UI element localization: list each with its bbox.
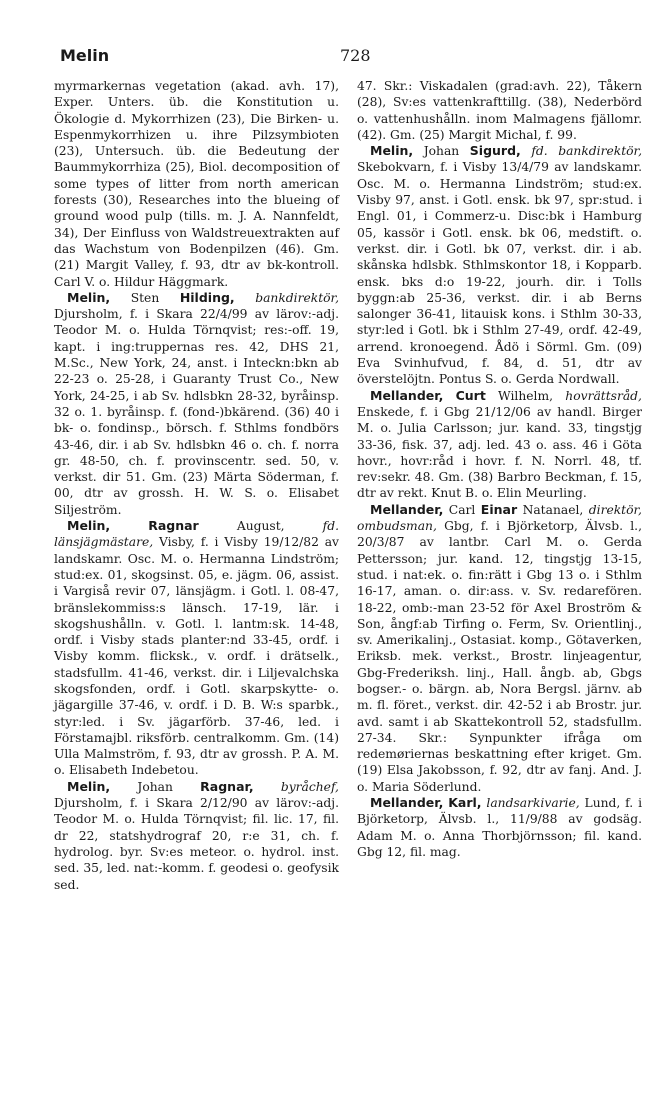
page-number: 728 (340, 46, 371, 65)
entry-melin-ragnar-august: Melin, Ragnar August, fd. länsjägmästare, Visby, f. i Visby 19/12/82 av landskamr. Osc. M. o. Hermanna Lindström; stud:ex. 01, skogsinst. 05, e. jägm. 06, assist. i Vargiså revir 07, länsjägm. i Gotl. l. 08-47, bränslekommiss:s länsch. 17-19, lär. i skogshushålln. v. Gotl. l. lantm:sk. 14-48, ordf. i Visby stads planter:nd 33-45, ordf. i Visby komm. flicksk., v. ordf. i drätselk., stadsfullm. 41-46, verkst. dir. i Liljevalchska skogsfonden, ordf. i Gotl. skarpskytte- o. jägargille 37-46, v. ordf. i D. B. W:s sparbk., styr:led. i Sv. jägarförb. 37-46, led. i Förstamajbl. riksförb. centralkomm. Gm. (14) Ulla Malmström, f. 93, dtr av grossh. P. A. M. o. Elisabeth Indebetou. (54, 518, 339, 778)
entry-title: direktör, ombudsman, (357, 502, 642, 534)
entry-surname: Mellander, (370, 795, 444, 811)
entry-melin-johan-sigurd: Melin, Johan Sigurd, fd. bankdirektör, Skebokvarn, f. i Visby 13/4/79 av landskamr. Osc. M. o. Hermanna Lindström; stud:ex. Visby 97, anst. i Gotl. ensk. bk 97, spr:stud. i Engl. 01, i Commerz-u. Disc:bk i Hamburg 05, kassör i Gotl. ensk. bk 06, medstift. o. verkst. dir. i Gotl. bk 07, verkst. dir. i ab. skånska hdlsbk. Sthlmskontor 18, i Kopparb. ensk. bks d:o 19-22, jourh. dir. i Tolls byggn:ab 25-36, verkst. dir. i ab Berns salonger 36-41, litauisk kons. i Sthlm 30-33, styr:led i Gotl. bk i Sthlm 27-49, ordf. 42-49, arrend. kronoegend. Ådö i Sörml. Gm. (09) Eva Svinhufvud, f. 84, d. 51, dtr av överstelöjtn. Pontus S. o. Gerda Nordwall. (357, 143, 642, 387)
entry-continuation: myrmarkernas vegetation (akad. avh. 17), Exper. Unters. üb. die Konstitution u. Ökologie d. Mykorrhizen (23), Die Birken- u. Espenmykorrhizen u. ihre Pilzsymbioten (23), Untersuch. üb. die Bedeutung der Baummykorrhiza (25), Biol. decomposition of some types of litter from north american forests (30), Researches into the blueing of ground wood pulp (tills. m. J. A. Nannfeldt, 34), Der Einfluss von Waldstreuextrakten auf das Wachstum von Bodenpilzen (46). Gm. (21) Margit Valley, f. 93, dtr av bk-kontroll. Carl V. o. Hildur Häggmark. (54, 79, 339, 289)
entry-surname: Melin, (67, 289, 111, 305)
entry-title: bankdirektör, (255, 290, 339, 305)
entry-title: fd. länsjägmästare, (54, 519, 339, 550)
page-header (60, 46, 642, 70)
running-head: Melin (60, 46, 110, 65)
entry-title: byråchef, (280, 779, 339, 794)
entry-title: fd. bankdirektör, (531, 144, 642, 159)
entry-callname: Karl, (448, 795, 482, 811)
entry-melin-johan-ragnar: Melin, Johan Ragnar, byråchef, Djursholm, f. i Skara 2/12/90 av lärov:-adj. Teodor M. o. Hulda Törnqvist; fil. lic. 17, fil. dr 22, statshydrograf 20, r:e 31, ch. f. hydrolog. byr. Sv:es meteor. o. hydrol. inst. sed. 35, led. nat:-komm. f. geodesi o. geofysik sed. (54, 778, 339, 892)
entry-callname: Sigurd, (469, 143, 521, 159)
entry-title: landsarkivarie, (486, 796, 580, 811)
entry-callname: Hilding, (179, 289, 235, 305)
entry-callname: Ragnar, (200, 778, 254, 794)
entry-mellander-karl: Mellander, Karl, landsarkivarie, Lund, f. i Björketorp, Älvsb. l., 11/9/88 av godsäg. Adam M. o. Anna Thorbjörnsson; fil. kand. Gbg 12, fil. mag. (357, 795, 642, 859)
entry-callname: Einar (480, 501, 518, 517)
left-column (54, 78, 339, 893)
entry-surname: Mellander, (370, 387, 444, 403)
entry-title: hovrättsråd, (565, 388, 642, 403)
entry-surname: Melin, (67, 518, 111, 534)
right-column (357, 78, 642, 860)
entry-callname: Ragnar (148, 518, 199, 534)
entry-surname: Melin, (67, 778, 111, 794)
entry-mellander-curt-wilhelm: Mellander, Curt Wilhelm, hovrättsråd, Enskede, f. i Gbg 21/12/06 av handl. Birger M. o. Julia Carlsson; jur. kand. 33, tingstjg 33-36, fisk. 37, adj. led. 43 o. ass. 46 i Göta hovr., hovr:råd i hovr. f. N. Norrl. 48, tf. rev:sekr. 48. Gm. (38) Barbro Beckman, f. 15, dtr av rekt. Knut B. o. Elin Meurling. (357, 387, 642, 501)
entry-callname: Curt (455, 387, 486, 403)
entry-melin-sten-hilding: Melin, Sten Hilding, bankdirektör, Djursholm, f. i Skara 22/4/99 av lärov:-adj. Teodor M. o. Hulda Törnqvist; res:-off. 19, kapt. i ing:truppernas res. 42, DHS 21, M.Sc., New York, 24, anst. i Inteckn:bkn ab 22-23 o. 25-28, i Guaranty Trust Co., New York, 24-25, i ab Sv. hdlsbkn 28-32, byråinsp. 32 o. 1. byråinsp. f. (fond-)bkärend. (36) 40 i bk- o. fondinsp., börsch. f. Sthlms fondbörs 43-46, dir. i ab Sv. hdlsbkn 46 o. ch. f. norra gr. 48-50, ch. f. provinscentr. sed. 50, v. verkst. dir 51. Gm. (23) Märta Söderman, f. 00, dtr av grossh. H. W. S. o. Elisabet Siljeström. (54, 289, 339, 517)
entry-continuation: 47. Skr.: Viskadalen (grad:avh. 22), Tåkern (28), Sv:es vattenkrafttillg. (38), Nederbörd o. vattenhushålln. inom Malmagens fjällomr. (42). Gm. (25) Margit Michal, f. 99. (357, 79, 642, 142)
entry-surname: Melin, (370, 143, 414, 159)
entry-surname: Mellander, (370, 501, 444, 517)
entry-mellander-carl-einar: Mellander, Carl Einar Natanael, direktör, ombudsman, Gbg, f. i Björketorp, Älvsb. l., 20/3/87 av lantbr. Carl M. o. Gerda Pettersson; jur. kand. 12, tingstjg 13-15, stud. i nat:ek. o. fin:rätt i Gbg 13 o. i Sthlm 16-17, aman. o. dir:ass. v. Sv. redarefören. 18-22, omb:-man 23-52 för Axel Broström & Son, ångf:ab Tirfing o. Ferm, Sv. Orientlinj., sv. Amerikalinj., Ostasiat. komp., Götaverken, Eriksb. mek. verkst., Brostr. linjeagentur, Gbg-Frederiksh. linj., Hall. ångb. ab, Gbgs bogser.- o. bärgn. ab, Nora Bergsl. järnv. ab m. fl. föret., verkst. dir. 42-52 i ab Brostr. jur. avd. samt i ab Skattekontroll 52, stadsfullm. 27-34. Skr.: Synpunkter ifråga om redemøriernas beskattning efter kriget. Gm. (19) Elsa Jakobsson, f. 92, dtr av fanj. And. J. o. Maria Söderlund. (357, 501, 642, 794)
